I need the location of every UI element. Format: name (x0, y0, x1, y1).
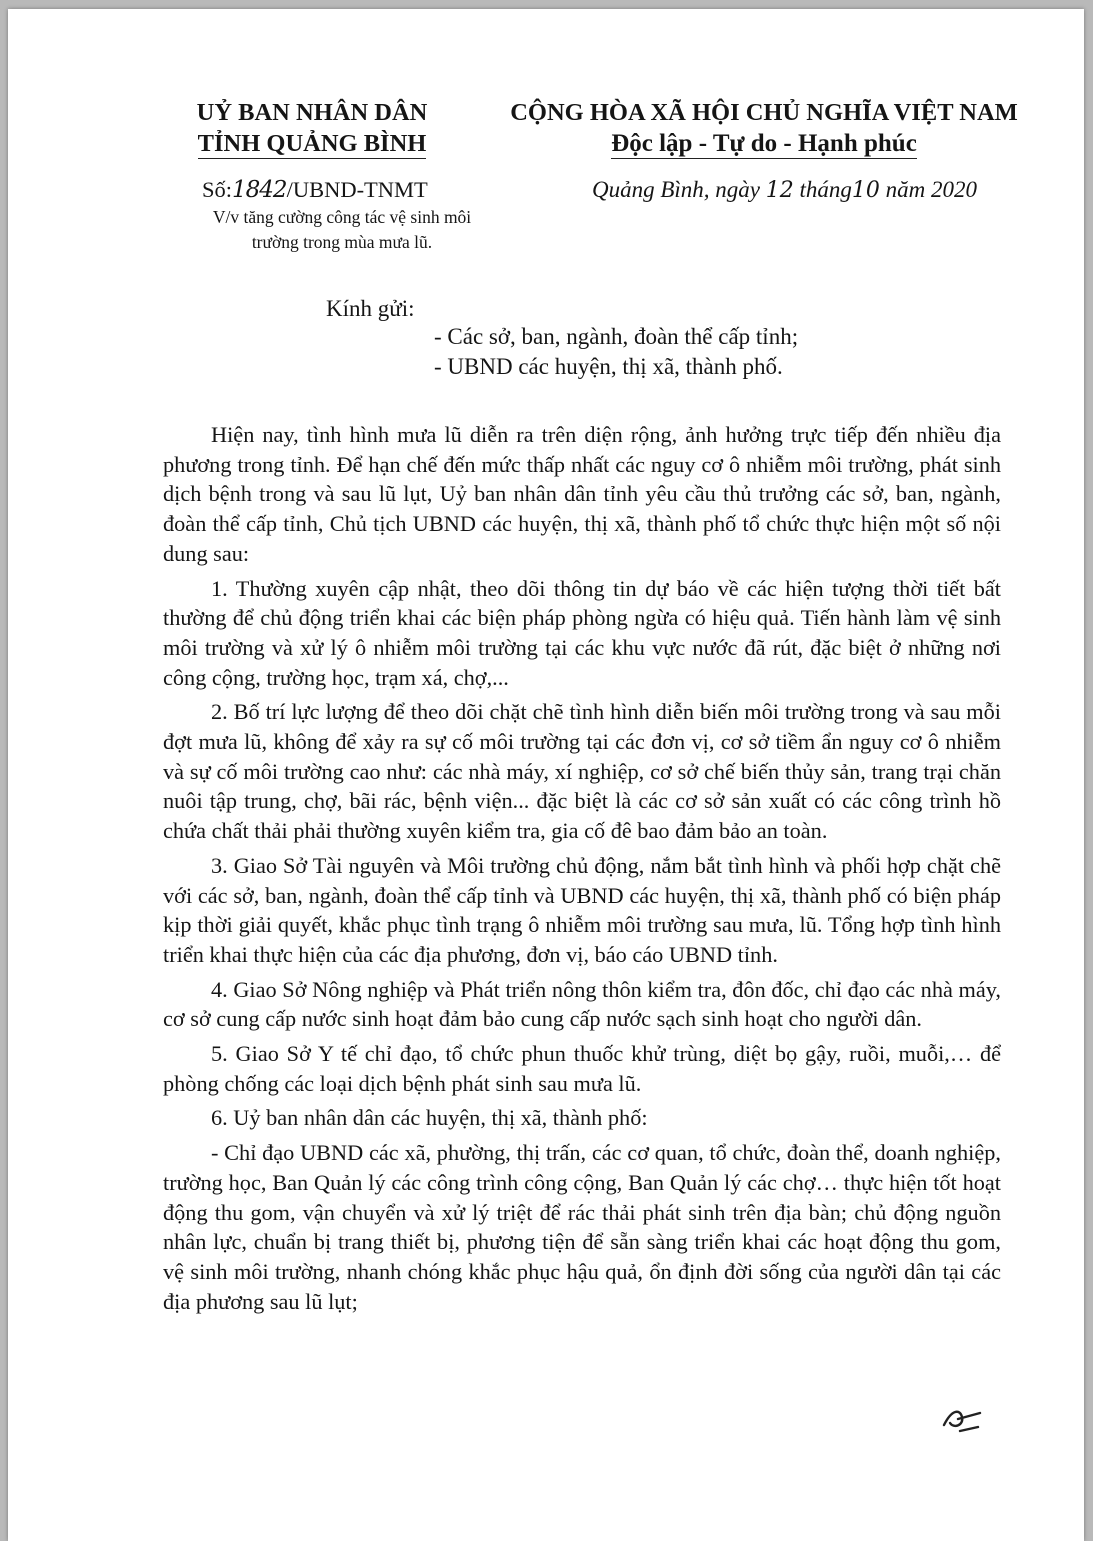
document-page (8, 9, 1084, 1541)
subject-line1: V/v tăng cường công tác vệ sinh môi (212, 207, 472, 227)
doc-number-handwritten: 1842 (232, 177, 287, 203)
paragraph-item-2: 2. Bố trí lực lượng để theo dõi chặt chẽ tình hình diễn biến môi trường trong và sau mỗi đợt mưa lũ, không để xảy ra sự cố môi trường tại các đơn vị, cơ sở tiềm ẩn nguy cơ ô nhiễm và sự cố môi trường cao như: các nhà máy, xí nghiệp, cơ sở chế biến thủy sản, trang trại chăn nuôi tập trung, chợ, bãi rác, bệnh viện... đặc biệt là các cơ sở sản xuất có các công trình hồ chứa chất thải phải thường xuyên kiểm tra, gia cố đê bao đảm bảo an toàn. (163, 699, 1001, 844)
date-place: Quảng Bình, ngày (592, 177, 766, 202)
document-subject (170, 205, 514, 255)
nation-name: CỘNG HÒA XÃ HỘI CHỦ NGHĨA VIỆT NAM (510, 99, 1018, 126)
greeting: Kính gửi: (326, 296, 415, 321)
document-body (163, 420, 1001, 1321)
recipient-line: - UBND các huyện, thị xã, thành phố. (434, 354, 783, 379)
date-line (592, 177, 977, 203)
subject-line2: trường trong mùa mưa lũ. (251, 232, 433, 252)
date-month: 10 (851, 178, 880, 203)
initial-mark-icon (940, 1405, 986, 1437)
document-number (202, 177, 428, 203)
org-name-line2: TỈNH QUẢNG BÌNH (197, 130, 427, 157)
issuing-authority (138, 97, 486, 159)
national-heading (496, 97, 1032, 159)
paragraph-item-6-bullet: - Chỉ đạo UBND các xã, phường, thị trấn, các cơ quan, tổ chức, đoàn thể, doanh nghiệp, trường học, Ban Quản lý các công trình công cộng, Ban Quản lý các chợ… thực hiện tốt hoạt động thu gom, vận chuyển và xử lý triệt để rác thải phát sinh trên địa bàn; chủ động nguồn nhân lực, chuẩn bị trang thiết bị, phương tiện để sẵn sàng triển khai các hoạt động thu gom, vệ sinh môi trường, nhanh chóng khắc phục hậu quả, ổn định đời sống của người dân tại các địa phương sau lũ lụt; (163, 1140, 1001, 1314)
paragraph-item-3: 3. Giao Sở Tài nguyên và Môi trường chủ động, nắm bắt tình hình và phối hợp chặt chẽ với các sở, ban, ngành, đoàn thể cấp tỉnh và UBND các huyện, thị xã, thành phố có biện pháp kịp thời giải quyết, khắc phục tình trạng ô nhiễm môi trường sau mưa, lũ. Tổng hợp tình hình triển khai thực hiện của các địa phương, đơn vị, báo cáo UBND tỉnh. (163, 852, 1001, 967)
paragraph-item-6: 6. Uỷ ban nhân dân các huyện, thị xã, thành phố: (211, 1105, 648, 1131)
paragraph-item-4: 4. Giao Sở Nông nghiệp và Phát triển nông thôn kiểm tra, đôn đốc, chỉ đạo các nhà máy, cơ sở cung cấp nước sinh hoạt đảm bảo cung cấp nước sạch sinh hoạt cho người dân. (163, 976, 1001, 1032)
paragraph-item-1: 1. Thường xuyên cập nhật, theo dõi thông tin dự báo về các hiện tượng thời tiết bất thường để chủ động triển khai các biện pháp phòng ngừa có hiệu quả. Tiến hành làm vệ sinh môi trường và xử lý ô nhiễm môi trường tại các khu vực nước đã rút, đặc biệt ở những nơi công cộng, trường học, trạm xá, chợ,... (163, 575, 1001, 690)
doc-number-prefix: Số: (202, 177, 233, 202)
paragraph-item-5: 5. Giao Sở Y tế chỉ đạo, tổ chức phun thuốc khử trùng, diệt bọ gậy, ruồi, muỗi,… để phòng chống các loại dịch bệnh phát sinh sau mưa lũ. (163, 1041, 1001, 1096)
paragraph-intro: Hiện nay, tình hình mưa lũ diễn ra trên diện rộng, ảnh hưởng trực tiếp đến nhiều địa phương trong tỉnh. Để hạn chế đến mức thấp nhất các nguy cơ ô nhiễm môi trường, phát sinh dịch bệnh trong và sau lũ lụt, Uỷ ban nhân dân tỉnh yêu cầu thủ trưởng các sở, ban, ngành, đoàn thể cấp tỉnh, Chủ tịch UBND các huyện, thị xã, thành phố tổ chức thực hiện một số nội dung sau: (163, 422, 1001, 566)
recipient-line: - Các sở, ban, ngành, đoàn thể cấp tỉnh; (434, 324, 799, 349)
national-motto: Độc lập - Tự do - Hạnh phúc (611, 130, 917, 157)
date-year: năm 2020 (879, 177, 978, 202)
date-day: 12 (765, 178, 794, 203)
org-name-line1: UỶ BAN NHÂN DÂN (196, 99, 428, 126)
date-month-label: tháng (793, 177, 852, 202)
doc-number-suffix: /UBND-TNMT (286, 177, 428, 202)
